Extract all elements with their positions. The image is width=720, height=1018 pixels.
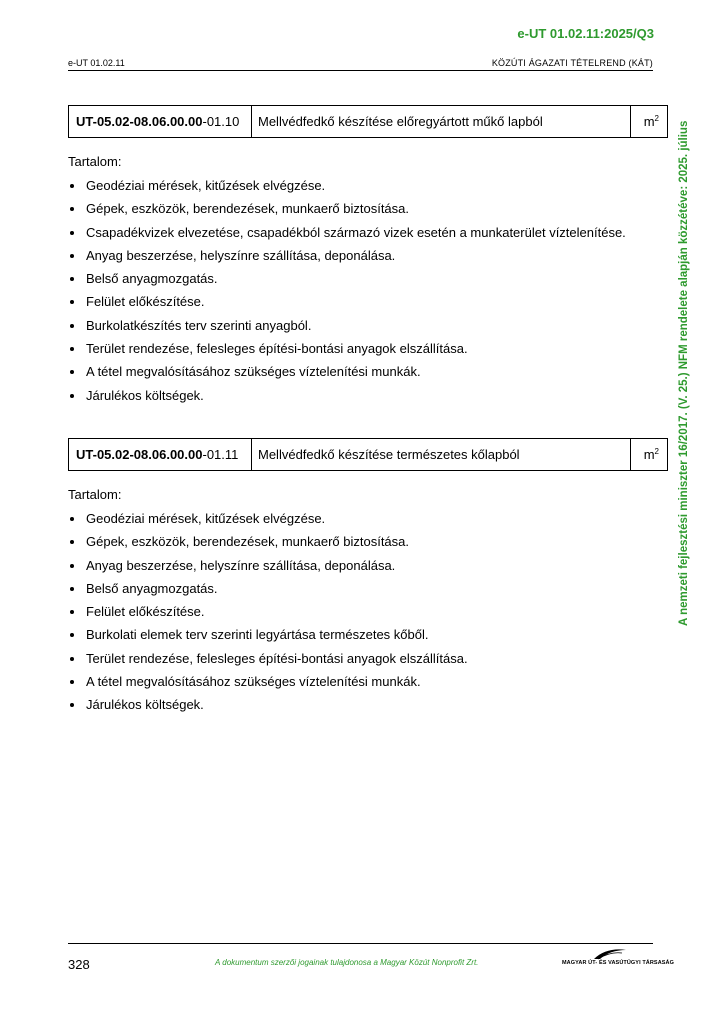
item-code-suffix: -01.10: [202, 114, 240, 129]
page-number: 328: [68, 957, 90, 972]
list-item: Felület előkészítése.: [68, 604, 668, 627]
list-item: Burkolatkészítés terv szerinti anyagból.: [68, 318, 668, 341]
list-item: Belső anyagmozgatás.: [68, 271, 668, 294]
item-table-2: [68, 438, 668, 471]
unit-base: m: [643, 447, 655, 462]
list-item: Anyag beszerzése, helyszínre szállítása, deponálása.: [68, 248, 668, 271]
unit-exponent: 2: [654, 114, 659, 123]
document-code: e-UT 01.02.11:2025/Q3: [517, 26, 654, 41]
unit-base: m: [643, 114, 655, 129]
content-label: Tartalom:: [68, 154, 122, 169]
side-publication-note: A nemzeti fejlesztési miniszter 16/2017. (V. 25.) NFM rendelete alapján közzétéve: 2025. július: [678, 120, 690, 626]
item-code-main: UT-05.02-08.06.00.00: [76, 114, 203, 129]
list-item: Gépek, eszközök, berendezések, munkaerő biztosítása.: [68, 534, 668, 557]
list-item: Gépek, eszközök, berendezések, munkaerő biztosítása.: [68, 201, 668, 224]
item-unit: [631, 439, 667, 470]
list-item: Geodéziai mérések, kitűzések elvégzése.: [68, 511, 668, 534]
unit-exponent: 2: [654, 447, 659, 456]
footer-divider: [68, 943, 653, 944]
content-bullet-list: [68, 511, 668, 721]
list-item: Terület rendezése, felesleges építési-bontási anyagok elszállítása.: [68, 341, 668, 364]
item-title: Mellvédfedkő készítése előregyártott műkő lapból: [252, 106, 631, 137]
list-item: A tétel megvalósításához szükséges víztelenítési munkák.: [68, 364, 668, 387]
list-item: Terület rendezése, felesleges építési-bontási anyagok elszállítása.: [68, 651, 668, 674]
item-title: Mellvédfedkő készítése természetes kőlapból: [252, 439, 631, 470]
list-item: Csapadékvizek elvezetése, csapadékból származó vizek esetén a munkaterület víztelenítése.: [68, 225, 668, 248]
header-right-label: KÖZÚTI ÁGAZATI TÉTELREND (KÁT): [491, 58, 653, 68]
content-bullet-list: [68, 178, 668, 411]
header-left-label: e-UT 01.02.11: [68, 58, 125, 68]
road-swoosh-icon: [592, 947, 628, 961]
item-content-1: [68, 154, 668, 411]
list-item: Járulékos költségek.: [68, 388, 668, 411]
list-item: Anyag beszerzése, helyszínre szállítása, deponálása.: [68, 558, 668, 581]
logo-text: MAGYAR ÚT- ÉS VASÚTÜGYI TÁRSASÁG: [562, 960, 674, 966]
item-code-suffix: -01.11: [202, 447, 239, 462]
company-logo: [562, 947, 674, 969]
running-header: [68, 56, 653, 71]
item-code-main: UT-05.02-08.06.00.00: [76, 447, 203, 462]
list-item: Járulékos költségek.: [68, 697, 668, 720]
item-table-1: [68, 105, 668, 138]
item-unit: [631, 106, 667, 137]
content-label: Tartalom:: [68, 487, 122, 502]
list-item: Geodéziai mérések, kitűzések elvégzése.: [68, 178, 668, 201]
copyright-notice: A dokumentum szerzői jogainak tulajdonosa a Magyar Közút Nonprofit Zrt.: [215, 958, 479, 967]
item-code: [69, 439, 252, 470]
item-code: [69, 106, 252, 137]
list-item: A tétel megvalósításához szükséges víztelenítési munkák.: [68, 674, 668, 697]
list-item: Belső anyagmozgatás.: [68, 581, 668, 604]
list-item: Felület előkészítése.: [68, 294, 668, 317]
list-item: Burkolati elemek terv szerinti legyártása természetes kőből.: [68, 627, 668, 650]
item-content-2: [68, 487, 668, 721]
